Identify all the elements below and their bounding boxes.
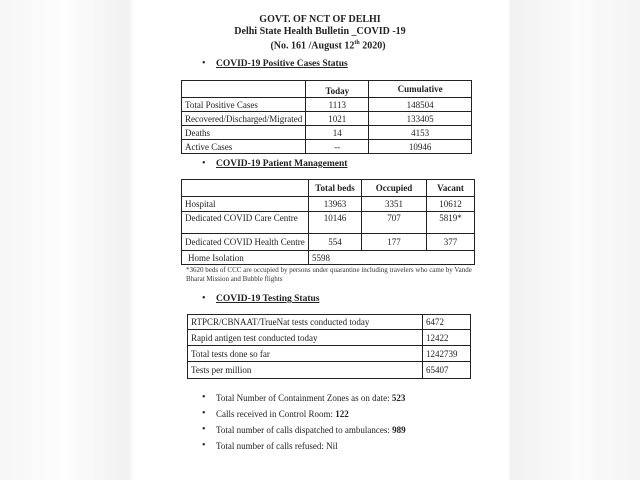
header-cell: Cumulative	[369, 81, 472, 98]
table-row	[182, 212, 475, 234]
occupied-value: 3351	[362, 197, 427, 212]
footnote: *3620 beds of CCC are occupied by persons under quarantine including travelers who came by Vande Bharat Mission and Bubble flights	[186, 266, 472, 283]
row-label: Active Cases	[182, 140, 306, 154]
table-row	[188, 362, 471, 379]
summary-label: Calls received in Control Room:	[216, 409, 336, 419]
cumulative-value: 148504	[369, 98, 472, 112]
header-cell: Today	[306, 81, 369, 98]
summary-item-calls-received	[216, 409, 349, 419]
occupied-value: 707	[362, 212, 427, 234]
positive-cases-table	[181, 80, 472, 154]
header-number-date	[8, 38, 640, 51]
row-label: Rapid antigen test conducted today	[188, 330, 423, 346]
row-label: Home Isolation	[182, 251, 309, 265]
table-row	[188, 315, 471, 330]
header-bulletin: Delhi State Health Bulletin _COVID -19	[234, 26, 406, 37]
today-value: --	[306, 140, 369, 154]
bullet-icon: •	[202, 158, 206, 169]
header-cell: Occupied	[362, 180, 427, 197]
section-title-patient-management: COVID-19 Patient Management	[216, 159, 348, 169]
summary-label: Total number of calls dispatched to ambulances:	[216, 425, 393, 435]
table-row	[182, 234, 475, 251]
bullet-icon: •	[202, 424, 206, 435]
row-value: 12422	[423, 330, 471, 346]
today-value: 1021	[306, 112, 369, 126]
patient-management-table	[181, 179, 475, 265]
summary-value: 523	[391, 393, 406, 403]
summary-item-calls-dispatched	[216, 425, 406, 435]
summary-value: 989	[392, 425, 406, 435]
header-cell: Vacant	[427, 180, 475, 197]
row-value: 65407	[423, 362, 471, 379]
bullet-icon: •	[202, 293, 206, 304]
cumulative-value: 4153	[369, 126, 472, 140]
testing-table	[187, 314, 471, 379]
total-beds-value: 10146	[309, 212, 362, 234]
row-label: Hospital	[182, 197, 309, 212]
section-title-positive-cases: COVID-19 Positive Cases Status	[216, 59, 348, 69]
summary-item-calls-refused	[216, 441, 338, 451]
vacant-value: 377	[427, 234, 475, 251]
cumulative-value: 10946	[369, 140, 472, 154]
table-row	[182, 98, 472, 112]
table-row	[182, 126, 472, 140]
summary-value: Nil	[326, 441, 338, 451]
bullet-icon: •	[202, 408, 206, 419]
header-date-suffix: 2020)	[359, 40, 386, 52]
row-label: Dedicated COVID Care Centre	[182, 212, 309, 234]
row-value: 1242739	[423, 346, 471, 362]
table-row	[182, 112, 472, 126]
table-row-home-isolation	[182, 251, 475, 265]
table-row	[188, 346, 471, 362]
total-beds-value: 554	[309, 234, 362, 251]
header-cell	[182, 81, 306, 98]
row-label: Deaths	[182, 126, 306, 140]
table-header-row	[182, 81, 472, 98]
header-cell	[182, 180, 309, 197]
header-govt: GOVT. OF NCT OF DELHI	[259, 14, 381, 25]
cumulative-value: 133405	[369, 112, 472, 126]
today-value: 14	[306, 126, 369, 140]
row-label: RTPCR/CBNAAT/TrueNat tests conducted today	[188, 315, 423, 330]
row-value: 6472	[423, 315, 471, 330]
bullet-icon: •	[202, 392, 206, 403]
vacant-value: 10612	[427, 197, 475, 212]
table-header-row	[182, 180, 475, 197]
row-label: Recovered/Discharged/Migrated	[182, 112, 306, 126]
header-date-prefix: (No. 161 /August 12	[270, 40, 355, 52]
home-isolation-value: 5598	[309, 251, 475, 265]
summary-label: Total Number of Containment Zones as on date:	[216, 393, 392, 403]
header-date-sup: th	[354, 40, 360, 46]
vacant-value: 5819*	[427, 212, 475, 234]
table-row	[182, 140, 472, 154]
row-label: Tests per million	[188, 362, 423, 379]
summary-label: Total number of calls refused:	[216, 441, 327, 451]
table-row	[188, 330, 471, 346]
row-label: Total Positive Cases	[182, 98, 306, 112]
total-beds-value: 13963	[309, 197, 362, 212]
table-row	[182, 197, 475, 212]
row-label: Dedicated COVID Health Centre	[182, 234, 309, 251]
summary-value: 122	[335, 409, 349, 419]
row-label: Total tests done so far	[188, 346, 423, 362]
bullet-icon: •	[202, 440, 206, 451]
bullet-icon: •	[202, 58, 206, 69]
occupied-value: 177	[362, 234, 427, 251]
section-title-testing: COVID-19 Testing Status	[216, 294, 320, 304]
summary-item-containment-zones	[216, 393, 405, 403]
today-value: 1113	[306, 98, 369, 112]
header-cell: Total beds	[309, 180, 362, 197]
